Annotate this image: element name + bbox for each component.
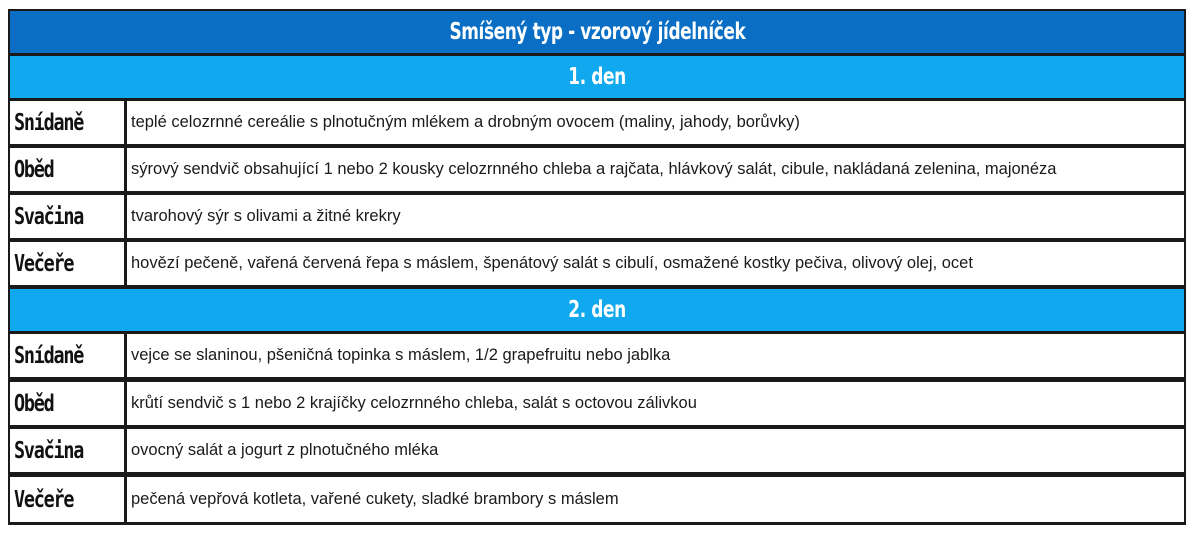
meal-description: tvarohový sýr s olivami a žitné krekry [127,195,1184,238]
meal-description: sýrový sendvič obsahující 1 nebo 2 kousky celozrnného chleba a rajčata, hlávkový salát, cibule, nakládaná zelenina, majonéza [127,148,1184,191]
table-row [10,195,1184,238]
meal-name: Snídaně [14,342,84,369]
meal-description: ovocný salát a jogurt z plnotučného mléka [127,429,1184,472]
meal-name: Oběd [14,390,54,417]
meal-name-cell [10,382,124,425]
meal-name: Svačina [14,437,84,464]
table-title-row [10,11,1184,53]
meal-name-cell [10,195,124,238]
table-row [10,242,1184,285]
day-label: 1. den [568,64,626,90]
meal-description: pečená vepřová kotleta, vařené cukety, sladké brambory s máslem [127,477,1184,522]
meal-name-cell [10,477,124,522]
meal-name-cell [10,429,124,472]
meal-name-cell [10,334,124,377]
meal-name: Večeře [14,250,74,277]
meal-name-cell [10,148,124,191]
table-row [10,101,1184,144]
day-header-2 [10,289,1184,331]
meal-name: Oběd [14,156,54,183]
meal-description: vejce se slaninou, pšeničná topinka s máslem, 1/2 grapefruitu nebo jablka [127,334,1184,377]
meal-description: hovězí pečeně, vařená červená řepa s máslem, špenátový salát s cibulí, osmažené kostky pečiva, olivový olej, ocet [127,242,1184,285]
meal-plan-table [8,9,1186,525]
meal-name-cell [10,242,124,285]
meal-description: teplé celozrnné cereálie s plnotučným mlékem a drobným ovocem (maliny, jahody, borůvky) [127,101,1184,144]
day-header-1 [10,56,1184,98]
meal-name: Snídaně [14,109,84,136]
day-label: 2. den [568,297,626,323]
meal-description: krůtí sendvič s 1 nebo 2 krajíčky celozrnného chleba, salát s octovou zálivkou [127,382,1184,425]
meal-name: Večeře [14,486,74,513]
meal-name: Svačina [14,203,84,230]
table-row [10,382,1184,425]
meal-name-cell [10,101,124,144]
table-row [10,334,1184,377]
table-row [10,148,1184,191]
table-row [10,477,1184,522]
table-title: Smíšený typ - vzorový jídelníček [449,19,745,45]
table-row [10,429,1184,472]
